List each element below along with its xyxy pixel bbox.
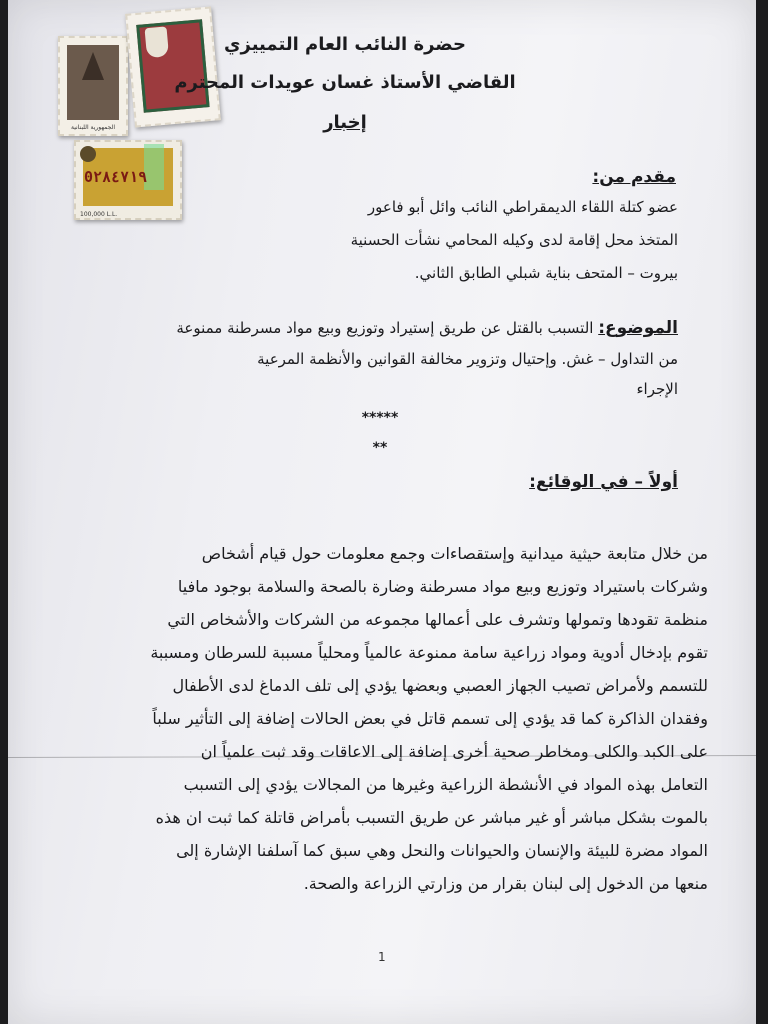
facts-heading: أولاً – في الوقائع: (529, 472, 678, 492)
subject-line-3: الإجراء (636, 380, 678, 398)
facts-line: المواد مضرة للبيئة والإنسان والحيوانات والنحل وهي سبق كما آسلفنا الإشارة إلى (176, 841, 708, 860)
submitter-label: مقدم من: (592, 167, 676, 187)
revenue-stamp-number: 0٢٨٤٧١٩ (84, 168, 148, 186)
revenue-stamp-value: 100,000 L.L. (80, 211, 118, 218)
document-type: إخبار (323, 112, 367, 133)
facts-line: منعها من الدخول إلى لبنان بقرار من وزارتي الزراعة والصحة. (303, 874, 708, 893)
subject-line-1 (176, 318, 678, 338)
facts-line: منظمة تقودها وتمولها وتشرف على أعمالها مجموعه من الشركات والأشخاص التي (167, 610, 708, 629)
facts-line: بالموت بشكل مباشر أو غير مباشر عن طريق التسبب بأمراض قاتلة كما ثبت ان هذه (155, 808, 708, 827)
page-number: 1 (378, 950, 386, 964)
addressee-name: القاضي الأستاذ غسان عويدات المحترم (174, 72, 516, 93)
facts-line: للتسمم ولأمراض تصيب الجهاز العصبي وبعضها يؤدي إلى تلف الدماغ لدى الأطفال (172, 676, 708, 695)
seal-icon (80, 146, 96, 162)
separator-stars: ** (372, 440, 388, 456)
cedar-fiscal-stamp (58, 36, 128, 136)
subject-line-2: من التداول – غش. وإحتيال وتزوير مخالفة القوانين والأنظمة المرعية (257, 350, 678, 368)
submitter-line: بيروت – المتحف بناية شبلي الطابق الثاني. (414, 264, 678, 282)
subject-label: الموضوع: (598, 318, 678, 338)
subject-text: التسبب بالقتل عن طريق إستيراد وتوزيع وبيع مواد مسرطنة ممنوعة (176, 319, 594, 337)
facts-line: على الكبد والكلى ومخاطر صحية أخرى إضافة إلى الاعاقات وقد ثبت علمياً ان (200, 742, 708, 761)
cedar-icon (82, 52, 104, 80)
shield-icon (145, 26, 170, 58)
stamp-caption: الجمهورية اللبنانية (70, 124, 116, 131)
facts-line: وفقدان الذاكرة كما قد يؤدي إلى تسمم قاتل في بعض الحالات إضافة إلى التأثير سلباً (152, 709, 708, 728)
bar-association-stamp (125, 6, 221, 127)
facts-line: تقوم بإدخال أدوية ومواد زراعية سامة ممنوعة عالمياً ومحلياً مسببة للسرطان ومسببة (150, 643, 708, 662)
facts-line: من خلال متابعة حيثية ميدانية وإستقصاءات وجمع معلومات حول قيام أشخاص (201, 544, 708, 563)
separator-stars: ***** (361, 410, 399, 426)
facts-line: التعامل بهذه المواد في الأنشطة الزراعية وغيرها من المجالات يؤدي إلى التسبب (183, 775, 708, 794)
facts-line: وشركات باستيراد وتوزيع وبيع مواد مسرطنة وضارة بالصحة والسلامة بوجود مافيا (177, 577, 708, 596)
revenue-stamp (74, 140, 182, 220)
submitter-line: عضو كتلة اللقاء الديمقراطي النائب وائل أبو فاعور (367, 198, 678, 216)
addressee-title: حضرة النائب العام التمييزي (224, 34, 466, 55)
submitter-line: المتخذ محل إقامة لدى وكيله المحامي نشأت الحسنية (350, 231, 678, 249)
